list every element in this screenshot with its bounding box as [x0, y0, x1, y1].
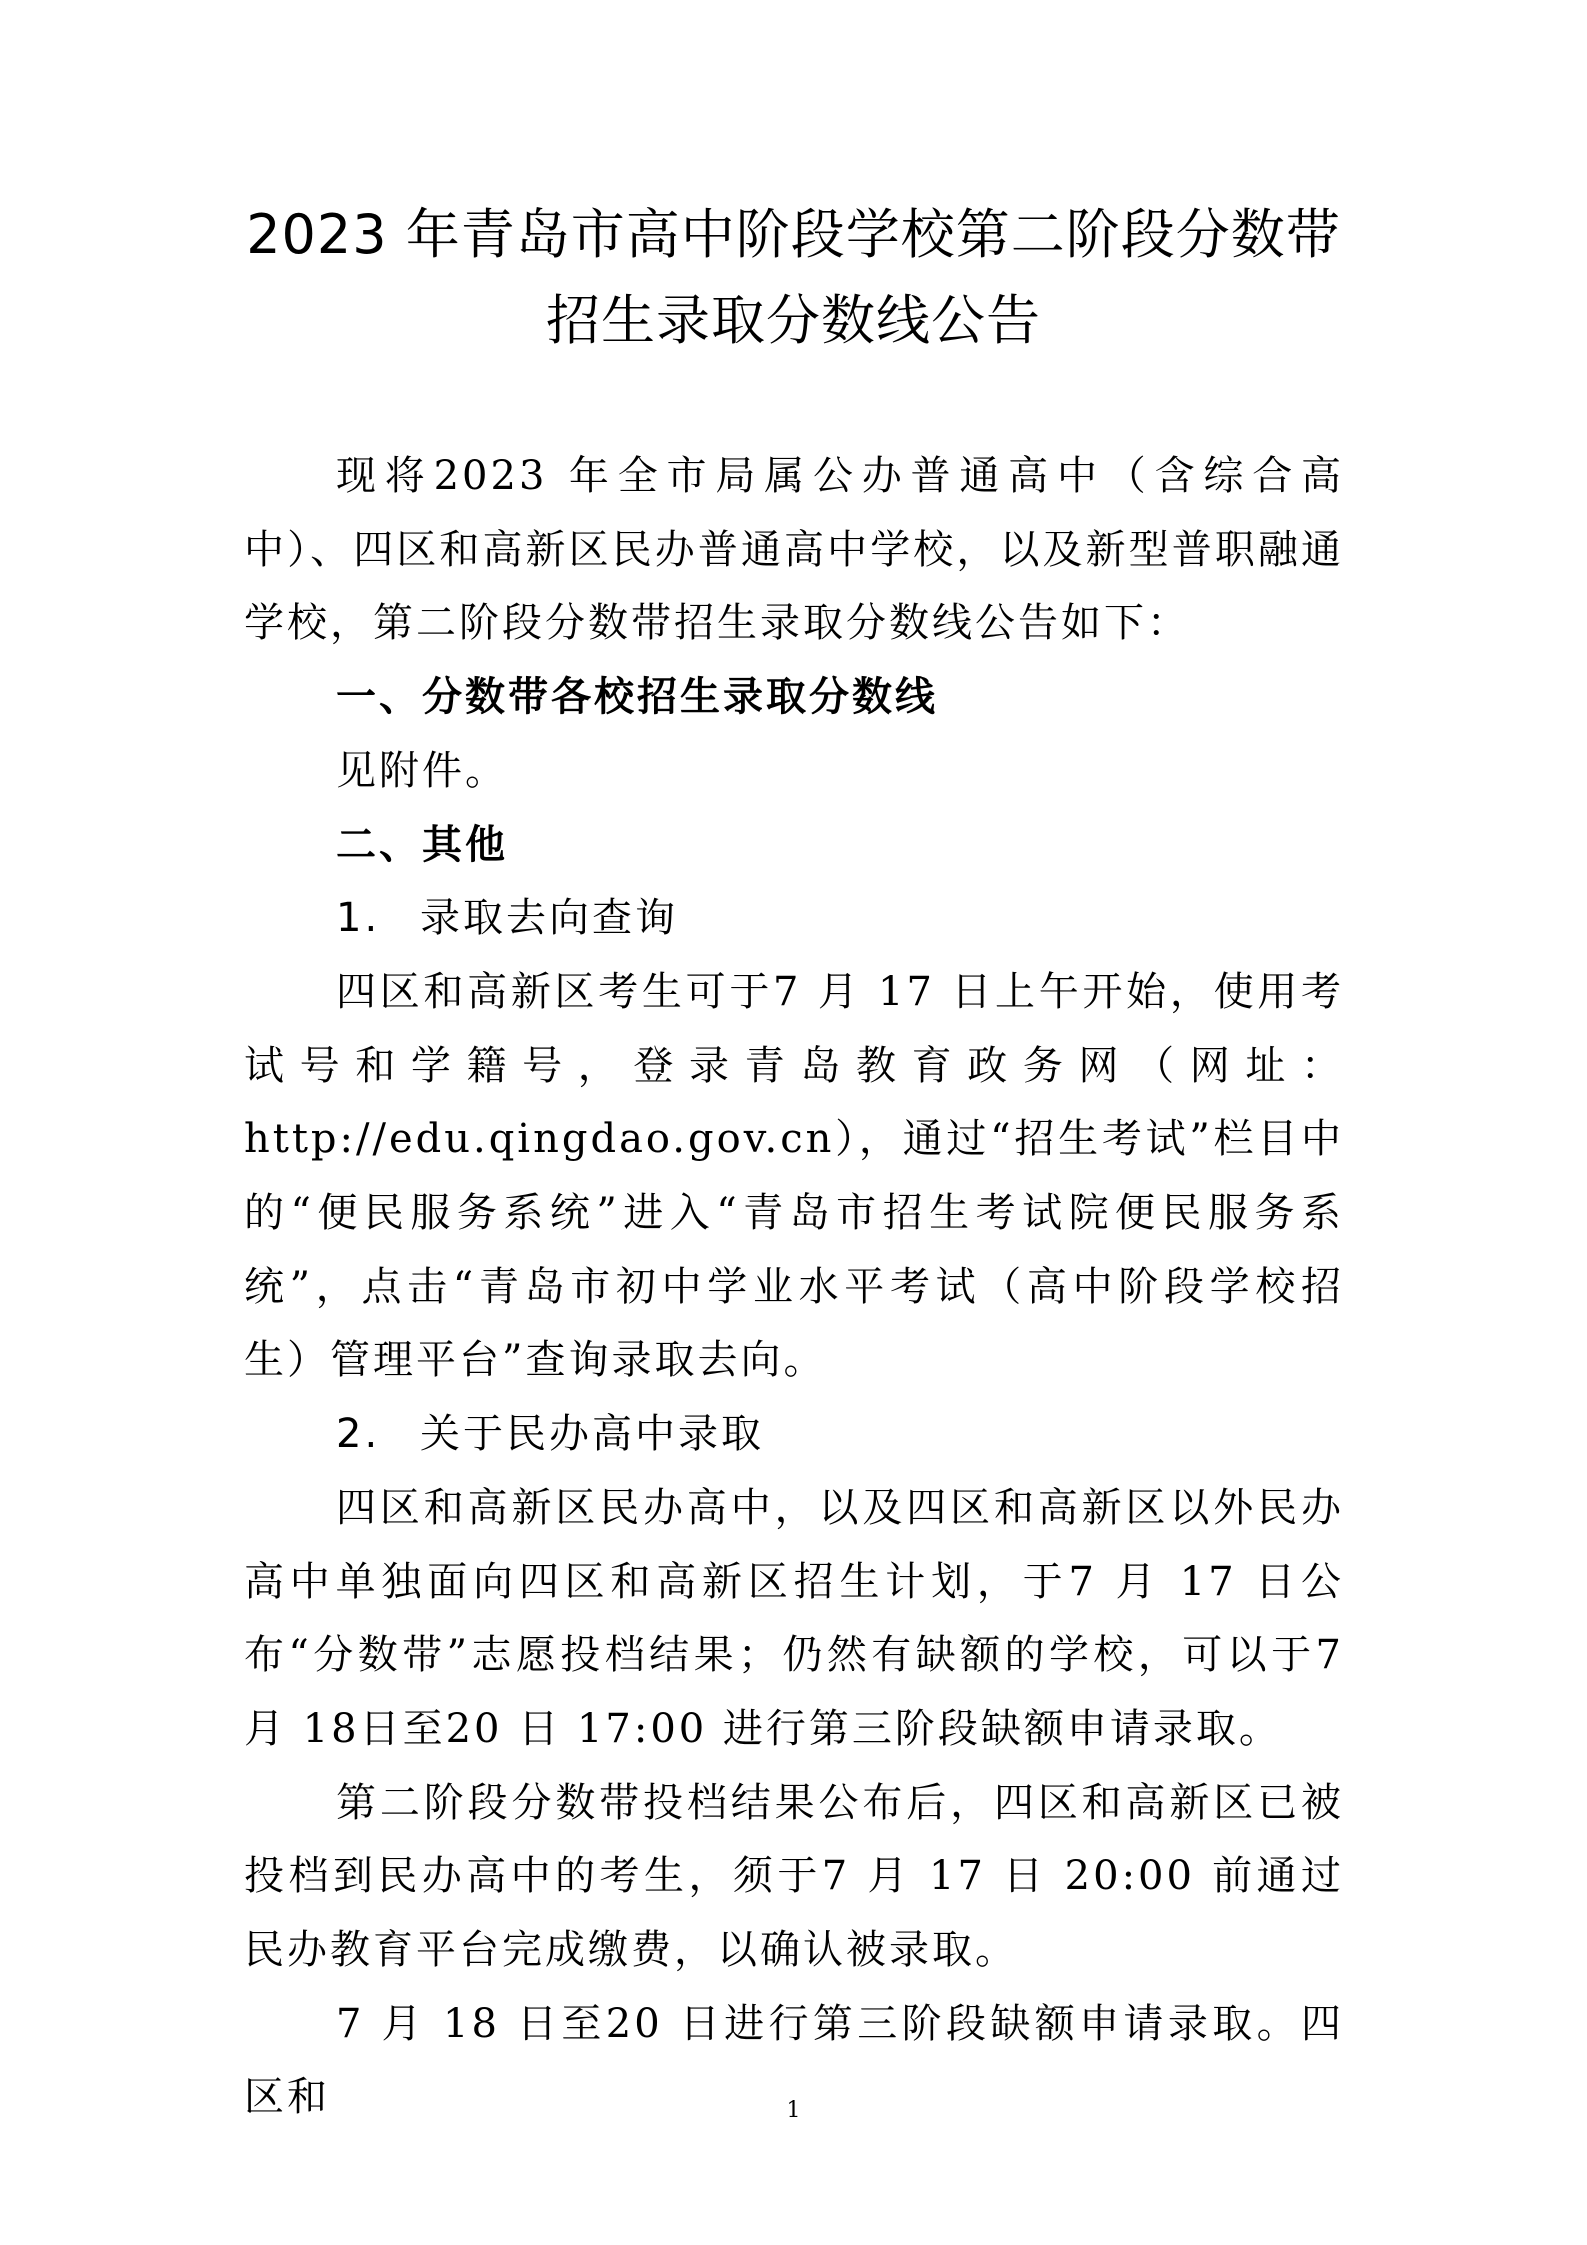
item-1-title: 录取去向查询	[420, 895, 678, 942]
section-1-heading: 一、分数带各校招生录取分数线	[336, 674, 938, 721]
item-1-paragraph: 四区和高新区考生可于7 月 17 日上午开始，使用考试号和学籍号，登录青岛教育政务网（网址：http://edu.qingdao.gov.cn），通过“招生考试”栏目中的“便民服务系统”进入“青岛市招生考试院便民服务系统”，点击“青岛市初中学业水平考试（高中阶段学校招生）管理平台”查询录取去向。	[244, 968, 1344, 1384]
item-1-heading	[244, 882, 1344, 956]
intro-paragraph: 现将2023 年全市局属公办普通高中（含综合高中）、四区和高新区民办普通高中学校，以及新型普职融通学校，第二阶段分数带招生录取分数线公告如下：	[244, 453, 1344, 647]
item-2-title: 关于民办高中录取	[420, 1411, 764, 1458]
section-2-heading: 二、其他	[336, 821, 508, 868]
item-2-paragraph-3: 7 月 18 日至20 日进行第三阶段缺额申请录取。四区和	[244, 2000, 1344, 2121]
item-2-number: 2.	[336, 1411, 381, 1458]
section-1-text: 见附件。	[336, 747, 508, 794]
item-2-paragraph-1: 四区和高新区民办高中，以及四区和高新区以外民办高中单独面向四区和高新区招生计划，于7 月 17 日公布“分数带”志愿投档结果；仍然有缺额的学校，可以于7 月 18日至20 日 17:00 进行第三阶段缺额申请录取。	[244, 1484, 1344, 1752]
document-title-line-2: 招生录取分数线公告	[546, 289, 1041, 352]
item-1-number: 1.	[336, 895, 381, 942]
document-body	[244, 440, 1344, 2135]
item-2-paragraph-2: 第二阶段分数带投档结果公布后，四区和高新区已被投档到民办高中的考生，须于7 月 17 日 20:00 前通过民办教育平台完成缴费，以确认被录取。	[244, 1779, 1344, 1974]
document-title-line-1: 2023 年青岛市高中阶段学校第二阶段分数带	[246, 203, 1341, 266]
page-number: 1	[786, 2098, 801, 2123]
item-2-heading	[244, 1398, 1344, 1472]
